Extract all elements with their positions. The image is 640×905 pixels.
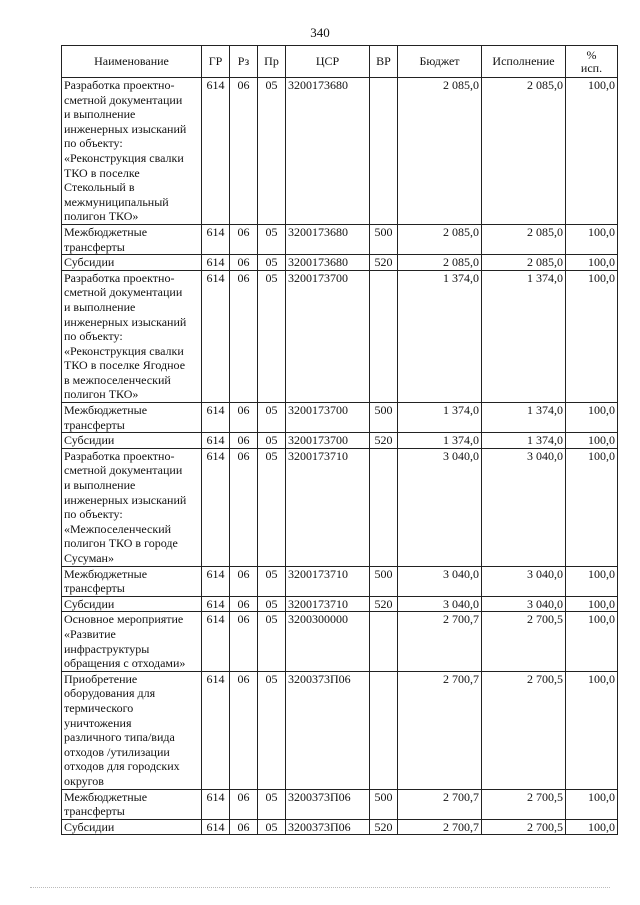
row-pr: 05 xyxy=(258,566,286,596)
row-name: Субсидии xyxy=(62,255,202,271)
table-row xyxy=(62,819,618,835)
header-name: Наименование xyxy=(62,46,202,78)
row-pr: 05 xyxy=(258,612,286,671)
page-number: 340 xyxy=(310,25,330,40)
row-vr: 500 xyxy=(370,224,398,254)
table-row xyxy=(62,433,618,449)
row-csr: 3200173700 xyxy=(286,433,370,449)
row-execution: 2 085,0 xyxy=(482,224,566,254)
row-budget: 2 085,0 xyxy=(398,224,482,254)
row-gr: 614 xyxy=(202,433,230,449)
row-gr: 614 xyxy=(202,224,230,254)
row-budget: 1 374,0 xyxy=(398,433,482,449)
row-pr: 05 xyxy=(258,255,286,271)
row-csr: 3200173680 xyxy=(286,224,370,254)
row-vr: 520 xyxy=(370,255,398,271)
row-percent: 100,0 xyxy=(566,78,618,225)
table-row xyxy=(62,78,618,225)
row-percent: 100,0 xyxy=(566,566,618,596)
row-pr: 05 xyxy=(258,433,286,449)
row-pr: 05 xyxy=(258,270,286,402)
row-execution: 1 374,0 xyxy=(482,270,566,402)
row-budget: 2 700,7 xyxy=(398,819,482,835)
row-percent: 100,0 xyxy=(566,819,618,835)
header-rz: Рз xyxy=(230,46,258,78)
row-name: Межбюджетные трансферты xyxy=(62,789,202,819)
row-budget: 2 700,7 xyxy=(398,789,482,819)
row-name: Разработка проектно- сметной документации и выполнение инженерных изысканий по объекту: «Реконструкция свалки ТКО в поселке Ягодное в межпоселенческий полигон ТКО» xyxy=(62,270,202,402)
row-percent: 100,0 xyxy=(566,671,618,789)
row-budget: 1 374,0 xyxy=(398,403,482,433)
row-gr: 614 xyxy=(202,596,230,612)
row-gr: 614 xyxy=(202,671,230,789)
row-budget: 2 085,0 xyxy=(398,255,482,271)
row-vr: 500 xyxy=(370,403,398,433)
row-vr: 500 xyxy=(370,566,398,596)
table-row xyxy=(62,612,618,671)
row-name: Субсидии xyxy=(62,596,202,612)
row-gr: 614 xyxy=(202,789,230,819)
row-rz: 06 xyxy=(230,78,258,225)
row-execution: 2 085,0 xyxy=(482,255,566,271)
row-execution: 3 040,0 xyxy=(482,566,566,596)
row-name: Разработка проектно- сметной документации и выполнение инженерных изысканий по объекту: «Реконструкция свалки ТКО в поселке Стекольный в межмуниципальный полигон ТКО» xyxy=(62,78,202,225)
page-bottom-rule xyxy=(30,887,610,888)
row-csr: 3200373П06 xyxy=(286,819,370,835)
row-csr: 3200173710 xyxy=(286,596,370,612)
row-gr: 614 xyxy=(202,255,230,271)
row-vr xyxy=(370,448,398,566)
row-vr xyxy=(370,612,398,671)
row-budget: 2 700,7 xyxy=(398,612,482,671)
row-name: Субсидии xyxy=(62,819,202,835)
row-csr: 3200300000 xyxy=(286,612,370,671)
row-pr: 05 xyxy=(258,819,286,835)
row-pr: 05 xyxy=(258,789,286,819)
budget-table xyxy=(61,45,618,835)
row-rz: 06 xyxy=(230,789,258,819)
row-vr: 520 xyxy=(370,819,398,835)
row-execution: 2 085,0 xyxy=(482,78,566,225)
header-percent: % исп. xyxy=(566,46,618,78)
row-csr: 3200173700 xyxy=(286,403,370,433)
table-row xyxy=(62,789,618,819)
row-rz: 06 xyxy=(230,224,258,254)
row-execution: 2 700,5 xyxy=(482,612,566,671)
row-percent: 100,0 xyxy=(566,448,618,566)
row-rz: 06 xyxy=(230,448,258,566)
header-vr: ВР xyxy=(370,46,398,78)
row-budget: 2 085,0 xyxy=(398,78,482,225)
table-row xyxy=(62,448,618,566)
row-name: Субсидии xyxy=(62,433,202,449)
row-pr: 05 xyxy=(258,78,286,225)
row-gr: 614 xyxy=(202,403,230,433)
row-percent: 100,0 xyxy=(566,789,618,819)
row-csr: 3200373П06 xyxy=(286,671,370,789)
row-pr: 05 xyxy=(258,448,286,566)
table-row xyxy=(62,566,618,596)
table-row xyxy=(62,224,618,254)
row-csr: 3200173710 xyxy=(286,566,370,596)
row-budget: 3 040,0 xyxy=(398,566,482,596)
row-rz: 06 xyxy=(230,433,258,449)
row-name: Основное мероприятие «Развитие инфраструктуры обращения с отходами» xyxy=(62,612,202,671)
row-budget: 1 374,0 xyxy=(398,270,482,402)
row-pr: 05 xyxy=(258,224,286,254)
row-vr xyxy=(370,78,398,225)
row-execution: 2 700,5 xyxy=(482,789,566,819)
row-gr: 614 xyxy=(202,78,230,225)
table-row xyxy=(62,403,618,433)
row-vr xyxy=(370,671,398,789)
row-rz: 06 xyxy=(230,819,258,835)
row-name: Приобретение оборудования для термического уничтожения различного типа/вида отходов /утилизации отходов для городских округов xyxy=(62,671,202,789)
row-name: Межбюджетные трансферты xyxy=(62,224,202,254)
row-vr: 520 xyxy=(370,596,398,612)
row-gr: 614 xyxy=(202,448,230,566)
row-percent: 100,0 xyxy=(566,270,618,402)
row-percent: 100,0 xyxy=(566,596,618,612)
row-rz: 06 xyxy=(230,403,258,433)
row-rz: 06 xyxy=(230,255,258,271)
row-budget: 2 700,7 xyxy=(398,671,482,789)
row-name: Разработка проектно- сметной документации и выполнение инженерных изысканий по объекту: «Межпоселенческий полигон ТКО в городе Сусуман» xyxy=(62,448,202,566)
row-pr: 05 xyxy=(258,596,286,612)
row-budget: 3 040,0 xyxy=(398,448,482,566)
row-execution: 1 374,0 xyxy=(482,403,566,433)
row-csr: 3200373П06 xyxy=(286,789,370,819)
row-gr: 614 xyxy=(202,819,230,835)
row-rz: 06 xyxy=(230,612,258,671)
header-budget: Бюджет xyxy=(398,46,482,78)
row-name: Межбюджетные трансферты xyxy=(62,566,202,596)
row-gr: 614 xyxy=(202,566,230,596)
row-csr: 3200173680 xyxy=(286,255,370,271)
row-rz: 06 xyxy=(230,566,258,596)
header-csr: ЦСР xyxy=(286,46,370,78)
row-execution: 2 700,5 xyxy=(482,671,566,789)
row-rz: 06 xyxy=(230,671,258,789)
row-csr: 3200173680 xyxy=(286,78,370,225)
row-execution: 1 374,0 xyxy=(482,433,566,449)
table-row xyxy=(62,255,618,271)
row-gr: 614 xyxy=(202,612,230,671)
row-percent: 100,0 xyxy=(566,403,618,433)
row-percent: 100,0 xyxy=(566,255,618,271)
row-name: Межбюджетные трансферты xyxy=(62,403,202,433)
header-execution: Исполнение xyxy=(482,46,566,78)
table-row xyxy=(62,596,618,612)
table-row xyxy=(62,270,618,402)
row-vr: 500 xyxy=(370,789,398,819)
header-gr: ГР xyxy=(202,46,230,78)
row-pr: 05 xyxy=(258,671,286,789)
row-csr: 3200173700 xyxy=(286,270,370,402)
header-pr: Пр xyxy=(258,46,286,78)
row-percent: 100,0 xyxy=(566,612,618,671)
row-csr: 3200173710 xyxy=(286,448,370,566)
row-pr: 05 xyxy=(258,403,286,433)
row-execution: 2 700,5 xyxy=(482,819,566,835)
row-percent: 100,0 xyxy=(566,433,618,449)
row-budget: 3 040,0 xyxy=(398,596,482,612)
row-vr: 520 xyxy=(370,433,398,449)
row-gr: 614 xyxy=(202,270,230,402)
row-vr xyxy=(370,270,398,402)
row-rz: 06 xyxy=(230,596,258,612)
row-rz: 06 xyxy=(230,270,258,402)
row-execution: 3 040,0 xyxy=(482,596,566,612)
table-row xyxy=(62,671,618,789)
table-header-row xyxy=(62,46,618,78)
row-execution: 3 040,0 xyxy=(482,448,566,566)
row-percent: 100,0 xyxy=(566,224,618,254)
